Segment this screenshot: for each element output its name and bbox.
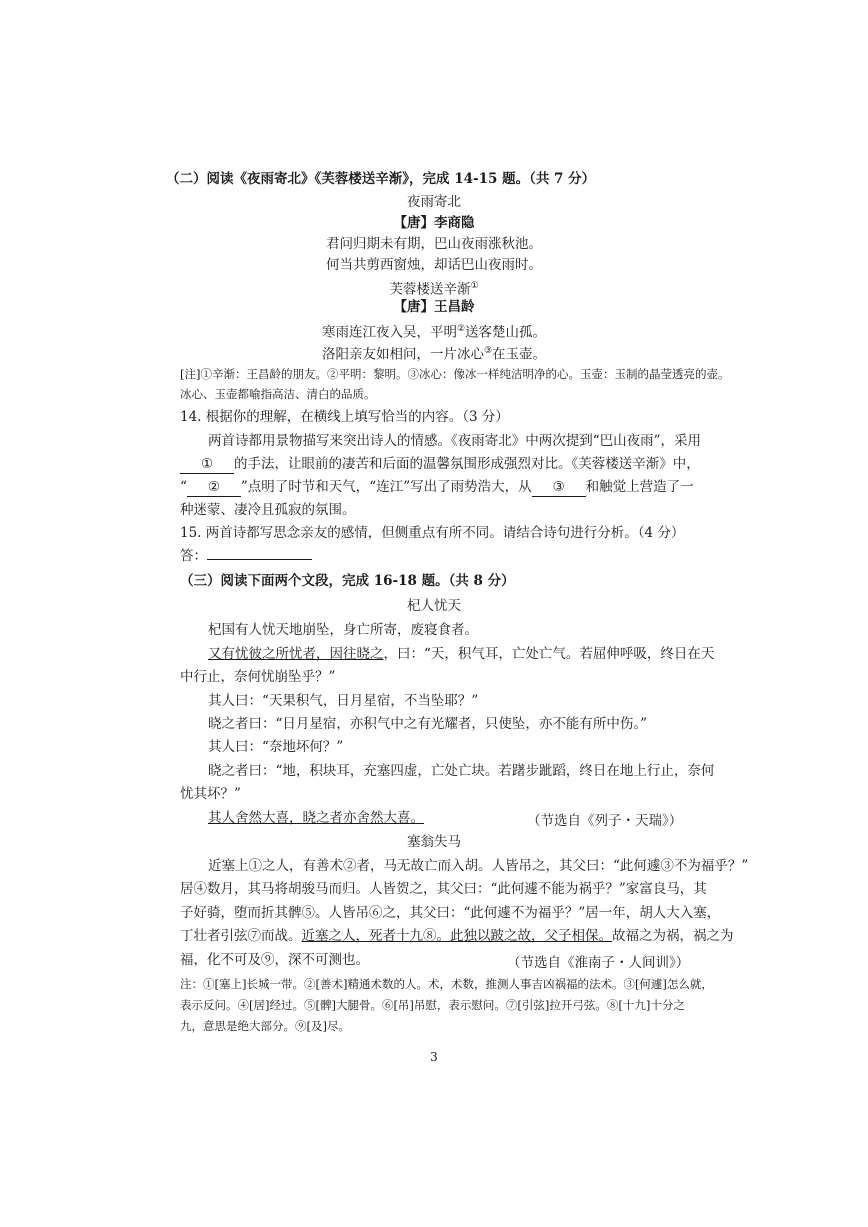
poem2-line2-a: 洛阳亲友如相问，一片冰心 — [321, 346, 484, 363]
p2-line4-b: 故福之为祸，祸之为 — [612, 928, 734, 944]
q14-line3-end: 和触觉上营造了一 — [585, 479, 694, 495]
passage1-title: 杞人忧天 — [407, 598, 461, 614]
p1-line4: 其人曰：“天果积气，日月星宿，不当坠耶？” — [208, 693, 479, 709]
poem2-line2-b: 在玉壶。 — [492, 346, 547, 363]
p2-note-line3: 九，意思是绝大部分。⑨[及]尽。 — [180, 1019, 350, 1033]
p1-line7: 晓之者曰：“地，积块耳，充塞四虚，亡处亡块。若躇步跐蹈，终日在地上行止，奈何 — [208, 763, 715, 779]
footnote-mark: ① — [470, 281, 479, 291]
poem2-line1-b: 送客楚山孤。 — [465, 324, 547, 341]
q14-line2 — [180, 455, 700, 474]
q14-blank-1[interactable]: ① — [180, 455, 234, 474]
p2-line4-a: 丁壮者引弦⑦而战。 — [180, 928, 302, 944]
q14-title: 14. 根据你的理解，在横线上填写恰当的内容。（3 分） — [180, 409, 509, 425]
poem2-title-text: 芙蓉楼送辛渐 — [389, 281, 471, 298]
q15-title: 15. 两首诗都写思念亲友的感情，但侧重点有所不同。请结合诗句进行分析。（4 分） — [180, 525, 685, 541]
p2-line1: 近塞上①之人，有善术②者，马无故亡而入胡。人皆吊之，其父曰：“此何遽③不为福乎？” — [208, 858, 749, 874]
poem2-title — [0, 277, 868, 299]
quote-open: “ — [180, 479, 187, 495]
p1-underlined-ending: 其人舍然大喜，晓之者亦舍然大喜。 — [208, 810, 424, 826]
passage2-title: 塞翁失马 — [407, 834, 461, 850]
answer-blank[interactable] — [207, 559, 312, 560]
p1-line6: 其人曰：“奈地坏何？” — [208, 739, 344, 755]
poem2-line1 — [0, 320, 868, 342]
p2-line2: 居④数月，其马将胡骏马而归。人皆贺之，其父曰：“此何遽不能为祸乎？”家富良马，其 — [180, 881, 707, 897]
footnote-mark: ② — [456, 324, 466, 334]
q14-line3-mid: ”点明了时节和天气，“连江”写出了雨势浩大，从 — [240, 479, 532, 495]
q15-answer — [180, 547, 312, 565]
poem1-title: 夜雨寄北 — [407, 194, 461, 210]
q14-blank-3[interactable]: ③ — [532, 478, 586, 497]
p2-line5: 福，化不可及⑨，深不可测也。 — [180, 952, 369, 968]
q14-blank-2[interactable]: ② — [187, 478, 241, 497]
p2-note-line1: 注：①[塞上]长城一带。②[善术]精通术数的人。术，术数，推测人事吉凶祸福的法术。③[何遽]怎么就， — [180, 977, 713, 991]
q14-line4: 种迷蒙、凄冷且孤寂的氛围。 — [180, 502, 356, 518]
poem1-author: 【唐】李商隐 — [393, 215, 475, 231]
answer-label: 答： — [180, 548, 207, 564]
p1-line5: 晓之者曰：“日月星宿，亦积气中之有光耀者，只使坠，亦不能有所中伤。” — [208, 716, 648, 732]
section2-heading: （二）阅读《夜雨寄北》《芙蓉楼送辛渐》，完成 14-15 题。（共 7 分） — [166, 171, 596, 187]
p1-line2-rest: ，曰：“天，积气耳，亡处亡气。若屈伸呼吸，终日在天 — [383, 646, 715, 662]
p1-underlined-sentence: 又有忧彼之所忧者，因往晓之 — [208, 646, 384, 662]
p1-source: （节选自《列子・天瑞》） — [527, 813, 683, 829]
poem-note-line1: [注]①辛渐：王昌龄的朋友。②平明：黎明。③冰心：像冰一样纯洁明净的心。玉壶：玉制的晶莹透亮的壶。 — [180, 367, 730, 381]
p1-line1: 杞国有人忧天地崩坠，身亡所寄，废寝食者。 — [208, 622, 478, 638]
poem-note-line2: 冰心、玉壶都喻指高洁、清白的品质。 — [180, 387, 376, 401]
q14-line3 — [180, 478, 694, 497]
p2-line3: 子好骑，堕而折其髀⑤。人皆吊⑥之，其父曰：“此何遽不为福乎？”居一年，胡人大入塞， — [180, 905, 721, 921]
p2-line4 — [180, 927, 734, 945]
footnote-mark: ③ — [483, 346, 493, 356]
p2-note-line2: 表示反问。④[居]经过。⑤[髀]大腿骨。⑥[吊]吊慰，表示慰问。⑦[引弦]拉开弓弦。⑧[十九]十分之 — [180, 998, 685, 1012]
q14-line1: 两首诗都用景物描写来突出诗人的情感。《夜雨寄北》中两次提到“巴山夜雨”，采用 — [208, 433, 702, 449]
section3-heading: （三）阅读下面两个文段，完成 16-18 题。（共 8 分） — [180, 573, 515, 589]
poem2-line2 — [0, 342, 868, 364]
q14-line2-text: 的手法，让眼前的凄苦和后面的温馨氛围形成强烈对比。《芙蓉楼送辛渐》中， — [234, 456, 700, 472]
p1-line8: 忧其坏？” — [180, 786, 241, 802]
p1-line3: 中行止，奈何忧崩坠乎？” — [180, 669, 336, 685]
p2-underlined-sentence: 近塞之人，死者十九⑧。此独以跛之故，父子相保。 — [301, 928, 612, 944]
page-number: 3 — [430, 1050, 438, 1064]
poem1-line2: 何当共剪西窗烛，却话巴山夜雨时。 — [326, 257, 542, 273]
poem1-line1: 君问归期未有期，巴山夜雨涨秋池。 — [326, 236, 542, 252]
p2-source: （节选自《淮南子・人间训》） — [507, 955, 690, 971]
p1-line2 — [208, 645, 714, 663]
p1-line9 — [208, 809, 424, 827]
poem2-line1-a: 寒雨连江夜入吴，平明 — [321, 324, 457, 341]
poem2-author: 【唐】王昌龄 — [393, 299, 475, 315]
